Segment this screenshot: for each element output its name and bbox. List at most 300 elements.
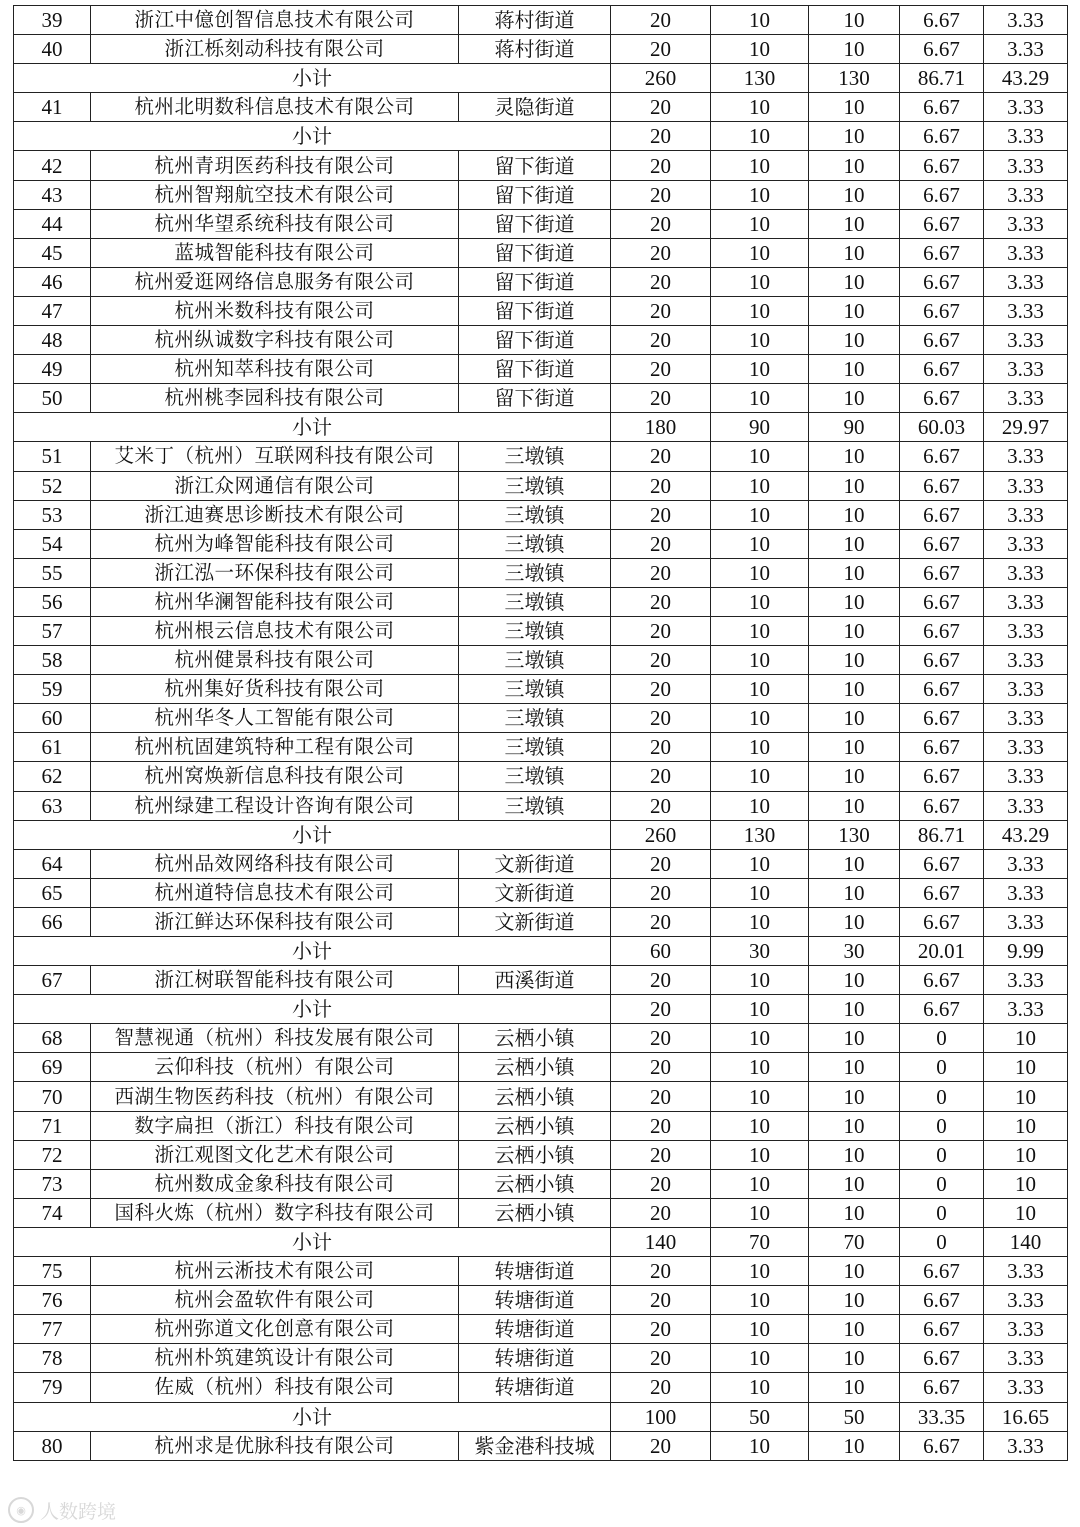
subtotal-row: [14, 64, 1068, 93]
amount-d: 3.33: [984, 122, 1068, 151]
area-name: 留下街道: [459, 238, 611, 267]
total-amount: 20: [611, 733, 711, 762]
area-name: 文新街道: [459, 907, 611, 936]
amount-b: 10: [809, 122, 900, 151]
row-number: 64: [14, 849, 91, 878]
row-number: 74: [14, 1198, 91, 1227]
amount-b: 10: [809, 616, 900, 645]
area-name: 西溪街道: [459, 966, 611, 995]
amount-b: 10: [809, 1140, 900, 1169]
row-number: 72: [14, 1140, 91, 1169]
amount-b: 10: [809, 93, 900, 122]
amount-a: 10: [711, 907, 809, 936]
amount-a: 10: [711, 151, 809, 180]
row-number: 63: [14, 791, 91, 820]
company-name: 数字扁担（浙江）科技有限公司: [91, 1111, 459, 1140]
amount-d: 3.33: [984, 791, 1068, 820]
area-name: 文新街道: [459, 878, 611, 907]
table-row: [14, 1053, 1068, 1082]
company-name: 杭州集好货科技有限公司: [91, 675, 459, 704]
total-amount: 20: [611, 209, 711, 238]
amount-a: 10: [711, 1373, 809, 1402]
table-row: [14, 326, 1068, 355]
amount-c: 6.67: [900, 529, 984, 558]
amount-a: 10: [711, 995, 809, 1024]
area-name: 云栖小镇: [459, 1024, 611, 1053]
row-number: 50: [14, 384, 91, 413]
amount-a: 10: [711, 122, 809, 151]
table-row: [14, 529, 1068, 558]
total-amount: 20: [611, 791, 711, 820]
total-amount: 20: [611, 878, 711, 907]
total-amount: 20: [611, 704, 711, 733]
row-number: 60: [14, 704, 91, 733]
amount-c: 0: [900, 1111, 984, 1140]
amount-a: 10: [711, 355, 809, 384]
area-name: 转塘街道: [459, 1373, 611, 1402]
table-row: [14, 878, 1068, 907]
company-name: 杭州爱逛网络信息服务有限公司: [91, 267, 459, 296]
amount-c: 6.67: [900, 733, 984, 762]
amount-d: 3.33: [984, 1344, 1068, 1373]
amount-d: 3.33: [984, 1257, 1068, 1286]
amount-c: 6.67: [900, 296, 984, 325]
amount-c: 6.67: [900, 587, 984, 616]
total-amount: 20: [611, 122, 711, 151]
subtotal-row: [14, 937, 1068, 966]
amount-c: 6.67: [900, 6, 984, 35]
amount-c: 6.67: [900, 907, 984, 936]
amount-b: 90: [809, 413, 900, 442]
amount-d: 3.33: [984, 471, 1068, 500]
total-amount: 20: [611, 1024, 711, 1053]
amount-d: 3.33: [984, 1315, 1068, 1344]
company-name: 杭州健景科技有限公司: [91, 646, 459, 675]
company-name: 杭州绿建工程设计咨询有限公司: [91, 791, 459, 820]
watermark-text: 人数跨境: [40, 1500, 117, 1523]
company-name: 杭州杭固建筑特种工程有限公司: [91, 733, 459, 762]
subtotal-label: 小计: [14, 995, 611, 1024]
amount-a: 10: [711, 93, 809, 122]
company-name: 杭州纵诚数字科技有限公司: [91, 326, 459, 355]
company-name: 杭州会盈软件有限公司: [91, 1286, 459, 1315]
area-name: 三墩镇: [459, 500, 611, 529]
row-number: 77: [14, 1315, 91, 1344]
amount-d: 3.33: [984, 500, 1068, 529]
area-name: 转塘街道: [459, 1257, 611, 1286]
area-name: 云栖小镇: [459, 1082, 611, 1111]
total-amount: 20: [611, 6, 711, 35]
amount-d: 3.33: [984, 762, 1068, 791]
amount-c: 6.67: [900, 238, 984, 267]
amount-d: 10: [984, 1169, 1068, 1198]
amount-a: 30: [711, 937, 809, 966]
total-amount: 20: [611, 1315, 711, 1344]
total-amount: 20: [611, 1257, 711, 1286]
amount-c: 86.71: [900, 820, 984, 849]
total-amount: 100: [611, 1402, 711, 1431]
amount-b: 10: [809, 791, 900, 820]
amount-b: 130: [809, 820, 900, 849]
area-name: 留下街道: [459, 180, 611, 209]
total-amount: 20: [611, 646, 711, 675]
area-name: 转塘街道: [459, 1344, 611, 1373]
table-row: [14, 704, 1068, 733]
area-name: 三墩镇: [459, 704, 611, 733]
total-amount: 20: [611, 1082, 711, 1111]
amount-a: 10: [711, 1286, 809, 1315]
amount-a: 10: [711, 6, 809, 35]
amount-d: 3.33: [984, 878, 1068, 907]
subtotal-label: 小计: [14, 413, 611, 442]
company-name: 浙江栎刻动科技有限公司: [91, 35, 459, 64]
total-amount: 20: [611, 35, 711, 64]
watermark: [8, 1496, 116, 1524]
amount-b: 10: [809, 587, 900, 616]
amount-a: 10: [711, 762, 809, 791]
amount-c: 6.67: [900, 995, 984, 1024]
company-name: 佐威（杭州）科技有限公司: [91, 1373, 459, 1402]
table-row: [14, 1344, 1068, 1373]
amount-d: 3.33: [984, 267, 1068, 296]
table-row: [14, 907, 1068, 936]
amount-c: 6.67: [900, 1286, 984, 1315]
amount-b: 10: [809, 1286, 900, 1315]
amount-c: 20.01: [900, 937, 984, 966]
company-name: 浙江迪赛思诊断技术有限公司: [91, 500, 459, 529]
total-amount: 140: [611, 1227, 711, 1256]
company-name: 国科火炼（杭州）数字科技有限公司: [91, 1198, 459, 1227]
amount-a: 10: [711, 558, 809, 587]
row-number: 39: [14, 6, 91, 35]
company-name: 杭州华澜智能科技有限公司: [91, 587, 459, 616]
amount-b: 10: [809, 849, 900, 878]
amount-b: 10: [809, 704, 900, 733]
amount-a: 70: [711, 1227, 809, 1256]
total-amount: 260: [611, 64, 711, 93]
amount-a: 10: [711, 1111, 809, 1140]
table-row: [14, 384, 1068, 413]
company-name: 杭州朴筑建筑设计有限公司: [91, 1344, 459, 1373]
amount-c: 6.67: [900, 151, 984, 180]
table-row: [14, 151, 1068, 180]
company-name: 杭州知萃科技有限公司: [91, 355, 459, 384]
amount-c: 0: [900, 1169, 984, 1198]
amount-a: 130: [711, 820, 809, 849]
total-amount: 20: [611, 93, 711, 122]
amount-b: 10: [809, 966, 900, 995]
row-number: 51: [14, 442, 91, 471]
amount-a: 10: [711, 326, 809, 355]
row-number: 69: [14, 1053, 91, 1082]
amount-d: 3.33: [984, 442, 1068, 471]
row-number: 40: [14, 35, 91, 64]
amount-d: 10: [984, 1053, 1068, 1082]
area-name: 三墩镇: [459, 733, 611, 762]
company-name: 艾米丁（杭州）互联网科技有限公司: [91, 442, 459, 471]
amount-b: 10: [809, 995, 900, 1024]
amount-b: 10: [809, 296, 900, 325]
amount-a: 10: [711, 791, 809, 820]
area-name: 留下街道: [459, 267, 611, 296]
amount-a: 10: [711, 675, 809, 704]
amount-c: 6.67: [900, 791, 984, 820]
amount-c: 6.67: [900, 442, 984, 471]
subtotal-row: [14, 995, 1068, 1024]
row-number: 79: [14, 1373, 91, 1402]
amount-b: 50: [809, 1402, 900, 1431]
table-row: [14, 849, 1068, 878]
company-name: 杭州窝焕新信息科技有限公司: [91, 762, 459, 791]
amount-a: 10: [711, 1315, 809, 1344]
camera-icon: ◉: [8, 1497, 34, 1523]
area-name: 留下街道: [459, 384, 611, 413]
area-name: 云栖小镇: [459, 1169, 611, 1198]
company-name: 杭州华望系统科技有限公司: [91, 209, 459, 238]
company-name: 杭州品效网络科技有限公司: [91, 849, 459, 878]
amount-c: 6.67: [900, 122, 984, 151]
amount-b: 10: [809, 675, 900, 704]
subtotal-row: [14, 820, 1068, 849]
area-name: 云栖小镇: [459, 1140, 611, 1169]
company-name: 杭州求是优脉科技有限公司: [91, 1431, 459, 1460]
amount-b: 10: [809, 907, 900, 936]
amount-a: 10: [711, 1140, 809, 1169]
amount-d: 3.33: [984, 209, 1068, 238]
amount-b: 10: [809, 326, 900, 355]
subtotal-label: 小计: [14, 122, 611, 151]
amount-b: 10: [809, 1431, 900, 1460]
area-name: 文新街道: [459, 849, 611, 878]
company-name: 杭州道特信息技术有限公司: [91, 878, 459, 907]
amount-d: 3.33: [984, 1286, 1068, 1315]
amount-c: 6.67: [900, 1257, 984, 1286]
amount-c: 6.67: [900, 326, 984, 355]
row-number: 44: [14, 209, 91, 238]
company-name: 杭州米数科技有限公司: [91, 296, 459, 325]
amount-c: 6.67: [900, 500, 984, 529]
amount-c: 6.67: [900, 93, 984, 122]
area-name: 留下街道: [459, 209, 611, 238]
amount-c: 6.67: [900, 1315, 984, 1344]
table-row: [14, 646, 1068, 675]
area-name: 三墩镇: [459, 791, 611, 820]
amount-d: 10: [984, 1140, 1068, 1169]
amount-d: 29.97: [984, 413, 1068, 442]
total-amount: 20: [611, 326, 711, 355]
total-amount: 260: [611, 820, 711, 849]
amount-b: 10: [809, 1198, 900, 1227]
amount-a: 10: [711, 849, 809, 878]
amount-b: 10: [809, 1344, 900, 1373]
amount-c: 6.67: [900, 966, 984, 995]
area-name: 三墩镇: [459, 587, 611, 616]
area-name: 三墩镇: [459, 471, 611, 500]
company-name: 杭州根云信息技术有限公司: [91, 616, 459, 645]
area-name: 留下街道: [459, 296, 611, 325]
area-name: 云栖小镇: [459, 1053, 611, 1082]
amount-b: 10: [809, 529, 900, 558]
total-amount: 20: [611, 558, 711, 587]
table-row: [14, 500, 1068, 529]
amount-d: 3.33: [984, 238, 1068, 267]
amount-d: 3.33: [984, 296, 1068, 325]
amount-c: 0: [900, 1082, 984, 1111]
amount-d: 3.33: [984, 1431, 1068, 1460]
table-row: [14, 180, 1068, 209]
row-number: 70: [14, 1082, 91, 1111]
table-row: [14, 355, 1068, 384]
company-name: 浙江树联智能科技有限公司: [91, 966, 459, 995]
amount-d: 16.65: [984, 1402, 1068, 1431]
subtotal-row: [14, 413, 1068, 442]
amount-b: 10: [809, 151, 900, 180]
company-name: 杭州智翔航空技术有限公司: [91, 180, 459, 209]
total-amount: 20: [611, 1198, 711, 1227]
amount-d: 10: [984, 1024, 1068, 1053]
company-name: 杭州桃李园科技有限公司: [91, 384, 459, 413]
company-name: 浙江观图文化艺术有限公司: [91, 1140, 459, 1169]
amount-c: 6.67: [900, 471, 984, 500]
amount-a: 10: [711, 646, 809, 675]
table-row: [14, 616, 1068, 645]
amount-b: 10: [809, 384, 900, 413]
amount-a: 10: [711, 1344, 809, 1373]
area-name: 三墩镇: [459, 529, 611, 558]
total-amount: 20: [611, 442, 711, 471]
amount-b: 70: [809, 1227, 900, 1256]
amount-c: 6.67: [900, 35, 984, 64]
company-name: 杭州为峰智能科技有限公司: [91, 529, 459, 558]
amount-c: 6.67: [900, 558, 984, 587]
total-amount: 20: [611, 675, 711, 704]
amount-a: 90: [711, 413, 809, 442]
amount-c: 6.67: [900, 762, 984, 791]
amount-d: 3.33: [984, 35, 1068, 64]
amount-c: 60.03: [900, 413, 984, 442]
amount-a: 10: [711, 35, 809, 64]
amount-b: 10: [809, 238, 900, 267]
table-row: [14, 1431, 1068, 1460]
row-number: 76: [14, 1286, 91, 1315]
total-amount: 20: [611, 616, 711, 645]
amount-c: 6.67: [900, 180, 984, 209]
amount-d: 3.33: [984, 646, 1068, 675]
row-number: 55: [14, 558, 91, 587]
amount-d: 3.33: [984, 93, 1068, 122]
subtotal-label: 小计: [14, 1227, 611, 1256]
amount-a: 10: [711, 878, 809, 907]
subsidy-table: [13, 5, 1068, 1461]
amount-b: 10: [809, 355, 900, 384]
amount-b: 10: [809, 1315, 900, 1344]
table-row: [14, 1082, 1068, 1111]
total-amount: 20: [611, 296, 711, 325]
amount-a: 10: [711, 1169, 809, 1198]
amount-d: 3.33: [984, 733, 1068, 762]
subtotal-label: 小计: [14, 937, 611, 966]
row-number: 42: [14, 151, 91, 180]
row-number: 48: [14, 326, 91, 355]
table-row: [14, 762, 1068, 791]
table-row: [14, 966, 1068, 995]
company-name: 蓝城智能科技有限公司: [91, 238, 459, 267]
amount-d: 3.33: [984, 966, 1068, 995]
company-name: 浙江众网通信有限公司: [91, 471, 459, 500]
row-number: 68: [14, 1024, 91, 1053]
row-number: 67: [14, 966, 91, 995]
subtotal-label: 小计: [14, 820, 611, 849]
amount-c: 6.67: [900, 267, 984, 296]
table-row: [14, 1024, 1068, 1053]
table-row: [14, 558, 1068, 587]
total-amount: 20: [611, 1373, 711, 1402]
total-amount: 20: [611, 1169, 711, 1198]
row-number: 52: [14, 471, 91, 500]
company-name: 杭州青玥医药科技有限公司: [91, 151, 459, 180]
amount-c: 6.67: [900, 849, 984, 878]
row-number: 46: [14, 267, 91, 296]
company-name: 杭州弥道文化创意有限公司: [91, 1315, 459, 1344]
table-row: [14, 1198, 1068, 1227]
amount-a: 10: [711, 1082, 809, 1111]
area-name: 三墩镇: [459, 646, 611, 675]
area-name: 转塘街道: [459, 1315, 611, 1344]
amount-a: 10: [711, 267, 809, 296]
amount-a: 10: [711, 384, 809, 413]
table-row: [14, 1111, 1068, 1140]
amount-c: 6.67: [900, 384, 984, 413]
amount-b: 10: [809, 1024, 900, 1053]
total-amount: 20: [611, 529, 711, 558]
amount-d: 3.33: [984, 180, 1068, 209]
row-number: 59: [14, 675, 91, 704]
subtotal-label: 小计: [14, 64, 611, 93]
amount-d: 3.33: [984, 384, 1068, 413]
amount-c: 6.67: [900, 1373, 984, 1402]
amount-b: 10: [809, 558, 900, 587]
amount-c: 6.67: [900, 1344, 984, 1373]
row-number: 54: [14, 529, 91, 558]
amount-a: 10: [711, 966, 809, 995]
total-amount: 20: [611, 267, 711, 296]
amount-a: 10: [711, 616, 809, 645]
row-number: 58: [14, 646, 91, 675]
amount-b: 30: [809, 937, 900, 966]
table-row: [14, 442, 1068, 471]
total-amount: 20: [611, 907, 711, 936]
company-name: 杭州华冬人工智能有限公司: [91, 704, 459, 733]
area-name: 留下街道: [459, 151, 611, 180]
amount-b: 10: [809, 646, 900, 675]
amount-d: 3.33: [984, 326, 1068, 355]
amount-a: 130: [711, 64, 809, 93]
row-number: 56: [14, 587, 91, 616]
table-row: [14, 296, 1068, 325]
area-name: 云栖小镇: [459, 1198, 611, 1227]
table-row: [14, 267, 1068, 296]
row-number: 61: [14, 733, 91, 762]
row-number: 66: [14, 907, 91, 936]
row-number: 80: [14, 1431, 91, 1460]
amount-b: 10: [809, 442, 900, 471]
amount-b: 10: [809, 1169, 900, 1198]
amount-b: 10: [809, 471, 900, 500]
amount-d: 3.33: [984, 529, 1068, 558]
total-amount: 20: [611, 180, 711, 209]
total-amount: 20: [611, 995, 711, 1024]
subtotal-row: [14, 1402, 1068, 1431]
